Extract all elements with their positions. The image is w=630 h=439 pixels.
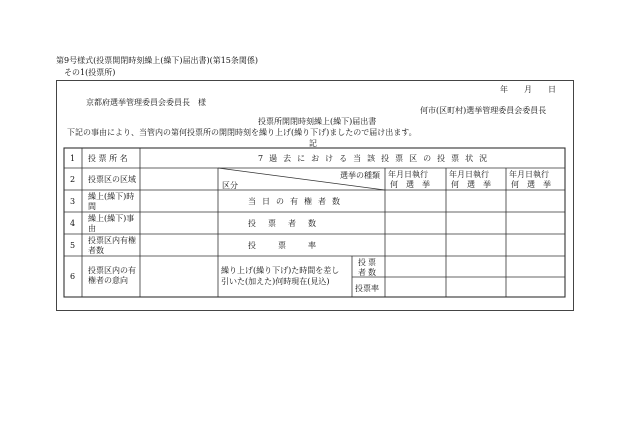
col-election-1: 何 選 挙 xyxy=(390,180,430,189)
election-type-label: 選挙の種類 xyxy=(340,171,380,180)
row-number: 4 xyxy=(70,219,76,228)
diff-text-line-1: 繰り上げ(繰り下げ)た時間を差し xyxy=(221,266,340,275)
form-subtitle: その1(投票所) xyxy=(64,68,116,77)
row-label-registered-voters: 投票区内有権者数 xyxy=(88,236,136,255)
kubun-label: 区分 xyxy=(222,181,238,190)
row-number: 2 xyxy=(70,175,76,184)
row-number: 5 xyxy=(70,241,76,250)
turnout-label: 投 票 率 xyxy=(248,241,318,250)
date-line: 年 月 日 xyxy=(500,85,556,94)
sub-turnout-label: 投票率 xyxy=(355,284,379,293)
row-number: 3 xyxy=(70,197,76,206)
sub-voters-label: 投票者数 xyxy=(358,258,378,277)
col-date-2: 年月日執行 xyxy=(449,170,489,179)
row-label-reason: 繰上(繰下)事由 xyxy=(88,214,135,233)
past-status-header: 7過去における当該投票区の投票状況 xyxy=(258,154,494,163)
document-title: 投票所開閉時刻繰上(繰下)届出書 xyxy=(258,117,377,126)
addressee: 京都府選挙管理委員会委員長 様 xyxy=(86,98,206,107)
row-label-time-change: 繰上(繰下)時間 xyxy=(88,192,135,211)
row-label-voter-intent: 投票区内の有権者の意向 xyxy=(88,266,136,285)
voters-today-label: 当日の有権者数 xyxy=(248,197,346,206)
col-election-3: 何 選 挙 xyxy=(511,180,551,189)
col-date-3: 年月日執行 xyxy=(509,170,549,179)
col-date-1: 年月日執行 xyxy=(388,170,428,179)
row-label-district-area: 投票区の区域 xyxy=(88,175,136,184)
col-election-2: 何 選 挙 xyxy=(451,180,491,189)
row-number: 6 xyxy=(70,272,76,281)
voters-label: 投 票 者 数 xyxy=(248,219,318,228)
ki-mark: 記 xyxy=(309,139,317,148)
diff-text-line-2: 引いた(加えた)何時現在(見込) xyxy=(221,277,330,286)
sender: 何市(区町村)選挙管理委員会委員長 xyxy=(420,106,547,115)
form-title: 第9号様式(投票開閉時刻繰上(繰下)届出書)(第15条関係) xyxy=(56,56,258,65)
row-label-station-name: 投 票 所 名 xyxy=(88,154,128,163)
row-number: 1 xyxy=(70,154,76,163)
body-text: 下記の事由により、当管内の第何投票所の開閉時刻を繰り上げ(繰り下げ)ましたので届け出ます。 xyxy=(67,128,417,137)
